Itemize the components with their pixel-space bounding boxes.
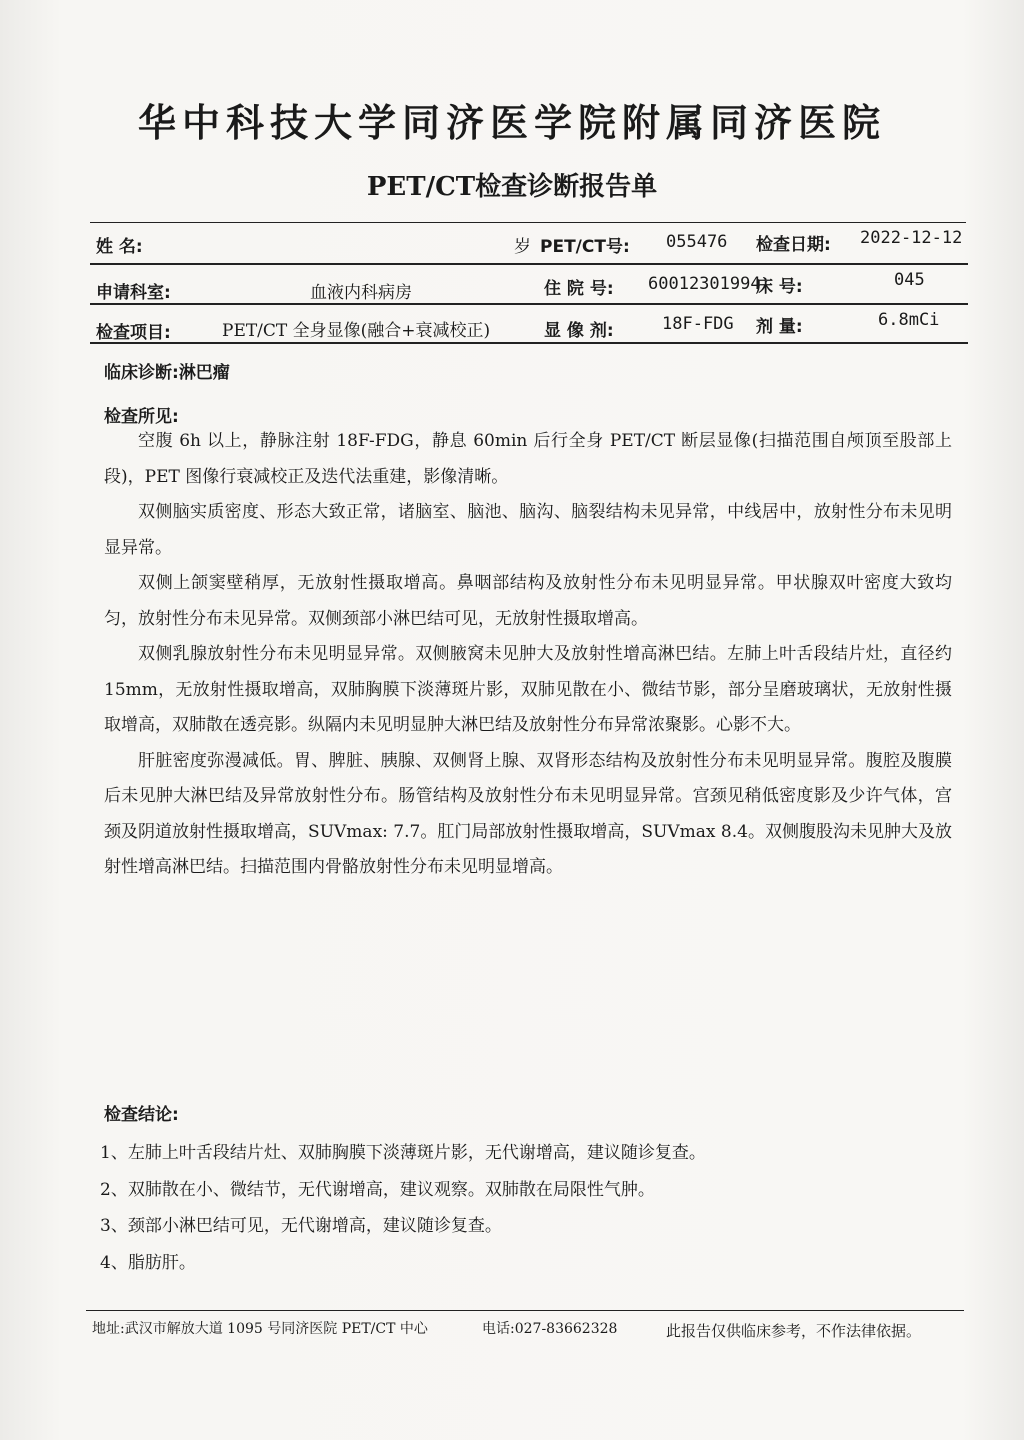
exam-date-label: 检查日期: <box>756 235 831 255</box>
bed-value: 045 <box>894 270 925 290</box>
findings-body <box>104 424 952 886</box>
dept-info-row <box>96 270 976 310</box>
exam-item-label: 检查项目: <box>96 323 171 343</box>
dept-label: 申请科室: <box>96 283 171 303</box>
conclusion-label: 检查结论: <box>104 1105 179 1125</box>
footer-phone: 电话:027-83662328 <box>482 1321 618 1337</box>
conclusion-list <box>100 1135 960 1281</box>
findings-paragraph: 双侧乳腺放射性分布未见明显异常。双侧腋窝未见肿大及放射性增高淋巴结。左肺上叶舌段结片灶，直径约 15mm，无放射性摄取增高，双肺胸膜下淡薄斑片影，双肺见散在小、微结节影，部分呈磨玻璃状，无放射性摄取增高，双肺散在透亮影。纵隔内未见明显肿大淋巴结及放射性分布异常浓聚影。心影不大。 <box>104 644 952 735</box>
report-title: PET/CT检查诊断报告单 <box>366 172 658 202</box>
name-redacted <box>226 228 486 258</box>
diagnosis-value: 淋巴瘤 <box>178 363 230 383</box>
petct-no-label: PET/CT号: <box>540 237 630 257</box>
table-top-rule <box>90 222 966 223</box>
findings-paragraph: 双侧脑实质密度、形态大致正常，诸脑室、脑池、脑沟、脑裂结构未见异常，中线居中，放射性分布未见明显异常。 <box>104 502 952 558</box>
findings-paragraph: 空腹 6h 以上，静脉注射 18F-FDG，静息 60min 后行全身 PET/CT 断层显像(扫描范围自颅顶至股部上段)，PET 图像行衰减校正及迭代法重建，影像清晰。 <box>104 431 952 487</box>
exam-date-value: 2022-12-12 <box>860 228 963 248</box>
findings-paragraph: 肝脏密度弥漫减低。胃、脾脏、胰腺、双侧肾上腺、双肾形态结构及放射性分布未见明显异常。腹腔及腹膜后未见肿大淋巴结及异常放射性分布。肠管结构及放射性分布未见明显异常。宫颈见稍低密度影及少许气体，宫颈及阴道放射性摄取增高，SUVmax: 7.7。肛门局部放射性摄取增高，SUVmax 8.4。双侧腹股沟未见肿大及放射性增高淋巴结。扫描范围内骨骼放射性分布未见明显增高。 <box>104 750 952 877</box>
exam-item-value: PET/CT 全身显像(融合+衰减校正) <box>222 321 491 341</box>
conclusion-item: 1、左肺上叶舌段结片灶、双肺胸膜下淡薄斑片影，无代谢增高，建议随诊复查。 <box>100 1143 706 1163</box>
conclusion-item: 3、颈部小淋巴结可见，无代谢增高，建议随诊复查。 <box>100 1216 502 1236</box>
inpatient-no-label: 住 院 号: <box>544 279 614 299</box>
footer-rule <box>86 1310 964 1311</box>
agent-value: 18F-FDG <box>662 314 734 334</box>
findings-paragraph: 双侧上颌窦壁稍厚，无放射性摄取增高。鼻咽部结构及放射性分布未见明显异常。甲状腺双叶密度大致均匀，放射性分布未见异常。双侧颈部小淋巴结可见，无放射性摄取增高。 <box>104 573 952 629</box>
petct-no-value: 055476 <box>666 232 728 252</box>
dose-value: 6.8mCi <box>878 310 940 330</box>
bed-label: 床 号: <box>756 277 803 297</box>
agent-label: 显 像 剂: <box>544 321 614 341</box>
findings-label: 检查所见: <box>104 407 179 427</box>
age-unit: 岁 <box>514 237 531 257</box>
conclusion-item: 4、脂肪肝。 <box>100 1252 196 1273</box>
footer-address: 地址:武汉市解放大道 1095 号同济医院 PET/CT 中心 <box>92 1321 428 1337</box>
dose-label: 剂 量: <box>756 317 803 337</box>
conclusion-item: 2、双肺散在小、微结节，无代谢增高，建议观察。双肺散在局限性气肿。 <box>100 1179 655 1200</box>
inpatient-no-value: 60012301994 <box>648 274 761 294</box>
clinical-diagnosis <box>104 358 230 383</box>
footer-disclaimer: 此报告仅供临床参考，不作法律依据。 <box>666 1322 922 1340</box>
exam-info-row <box>96 310 976 350</box>
hospital-name: 华中科技大学同济医学院附属同济医院 <box>137 100 886 145</box>
name-label: 姓 名: <box>96 237 143 257</box>
dept-value: 血液内科病房 <box>310 283 412 303</box>
diagnosis-label: 临床诊断: <box>104 363 179 383</box>
patient-info-row <box>96 228 976 268</box>
